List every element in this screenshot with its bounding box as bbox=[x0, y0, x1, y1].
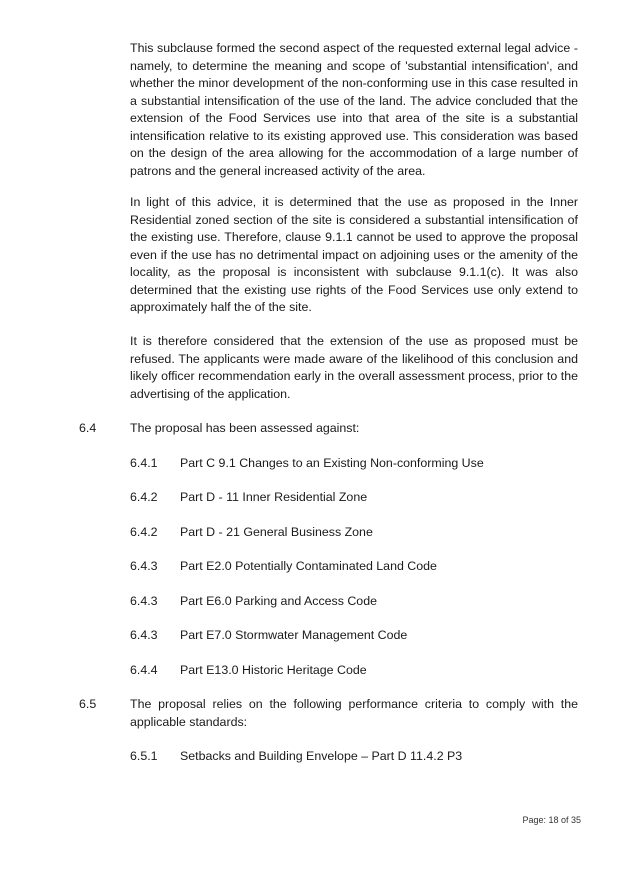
paragraph-advice-determination: In light of this advice, it is determined that the use as proposed in the Inner Residential zoned section of the site is considered a substantial intensification of the existing use. Therefore, clause 9.1.1 cannot be used to approve the proposal even if the use has no detrimental impact on adjoining uses or the amenity of the locality, as the proposal is inconsistent with subclause 9.1.1(c). It was also determined that the existing use rights of the Food Services use only extend to approximately half the of the site. bbox=[130, 195, 578, 314]
paragraph-substantial-intensification: This subclause formed the second aspect of the requested external legal advice - namely, to determine the meaning and scope of 'substantial intensification', and whether the minor development of the non-conforming use in this case resulted in a substantial intensification of the use of the land. The advice concluded that the extension of the Food Services use into that area of the site is a substantial intensification relative to its existing approved use. This consideration was based on the design of the area allowing for the accommodation of a large number of patrons and the general increased activity of the area. bbox=[130, 41, 578, 178]
paragraph-refusal-conclusion: It is therefore considered that the extension of the use as proposed must be refused. The applicants were made aware of the likelihood of this conclusion and likely officer recommendation early in the overall assessment process, prior to the advertising of the application. bbox=[130, 334, 578, 401]
subsection-text: Part E13.0 Historic Heritage Code bbox=[180, 663, 367, 677]
section-text: The proposal relies on the following performance criteria to comply with the applicable standards: bbox=[130, 697, 578, 729]
subsection-number: 6.4.3 bbox=[130, 628, 158, 642]
subsection-text: Part D - 21 General Business Zone bbox=[180, 525, 373, 539]
subsection-text: Setbacks and Building Envelope – Part D 11.4.2 P3 bbox=[180, 749, 463, 763]
subsection-number: 6.4.4 bbox=[130, 663, 158, 677]
subsection-number: 6.5.1 bbox=[130, 749, 158, 763]
subsection-number: 6.4.2 bbox=[130, 525, 158, 539]
section-text: The proposal has been assessed against: bbox=[130, 421, 360, 435]
subsection-number: 6.4.3 bbox=[130, 559, 158, 573]
subsection-number: 6.4.1 bbox=[130, 456, 158, 470]
section-number: 6.5 bbox=[79, 697, 97, 711]
page-number: Page: 18 of 35 bbox=[522, 815, 581, 825]
subsection-text: Part E6.0 Parking and Access Code bbox=[180, 594, 377, 608]
subsection-text: Part E7.0 Stormwater Management Code bbox=[180, 628, 408, 642]
subsection-text: Part E2.0 Potentially Contaminated Land Code bbox=[180, 559, 437, 573]
subsection-number: 6.4.3 bbox=[130, 594, 158, 608]
subsection-text: Part C 9.1 Changes to an Existing Non-conforming Use bbox=[180, 456, 484, 470]
subsection-text: Part D - 11 Inner Residential Zone bbox=[180, 490, 368, 504]
section-number: 6.4 bbox=[79, 421, 97, 435]
subsection-number: 6.4.2 bbox=[130, 490, 158, 504]
